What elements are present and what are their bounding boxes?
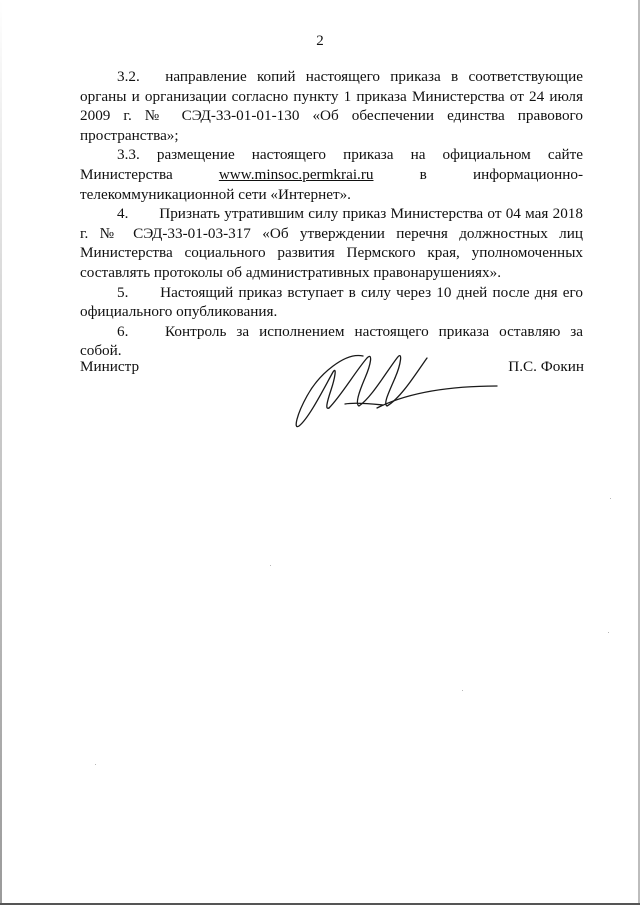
paragraph-3-2 — [80, 67, 583, 145]
paragraph-5 — [80, 283, 583, 322]
paragraph-text: Признать утратившим силу приказ Министерства от 04 мая 2018 г. № СЭД-33-01-03-317 «Об утверждении перечня должностных лиц Министерства социального развития Пермского края, уполномоченных составлять протоколы об административных правонарушениях». — [80, 205, 583, 281]
scan-speck — [270, 565, 271, 566]
paragraph-4 — [80, 204, 583, 282]
item-number: 3.3. — [117, 146, 140, 164]
signatory-title: Министр — [80, 358, 140, 375]
scan-speck — [95, 764, 96, 765]
signatory-name: П.С. Фокин — [508, 358, 584, 375]
paragraph-text: Контроль за исполнением настоящего приказа оставляю за собой. — [80, 322, 583, 360]
paragraph-text: в информационно-телекоммуникационной сети «Интернет». — [80, 165, 584, 203]
item-number: 4. — [117, 205, 129, 223]
page-number: 2 — [316, 33, 324, 49]
handwritten-signature — [285, 338, 505, 438]
item-number: 5. — [117, 283, 129, 301]
ministry-website-link[interactable]: www.minsoc.permkrai.ru — [218, 165, 374, 183]
item-number: 6. — [117, 322, 129, 340]
document-body — [80, 67, 583, 361]
paragraph-text: размещение настоящего приказа на официальном сайте Министерства — [80, 146, 583, 183]
paragraph-text: Настоящий приказ вступает в силу через 10 дней после дня его официального опубликования. — [80, 283, 583, 321]
paragraph-3-3 — [80, 145, 583, 204]
paragraph-text: направление копий настоящего приказа в соответствующие органы и организации согласно пункту 1 приказа Министерства от 24 июля 2009 г. № СЭД-33-01-01-130 «Об обеспечении единства правового пространства»; — [80, 68, 583, 144]
scan-edge-left — [0, 0, 2, 905]
item-number: 3.2. — [117, 68, 140, 85]
scan-speck — [462, 690, 463, 691]
scan-speck — [608, 632, 609, 633]
scan-speck — [610, 498, 611, 499]
